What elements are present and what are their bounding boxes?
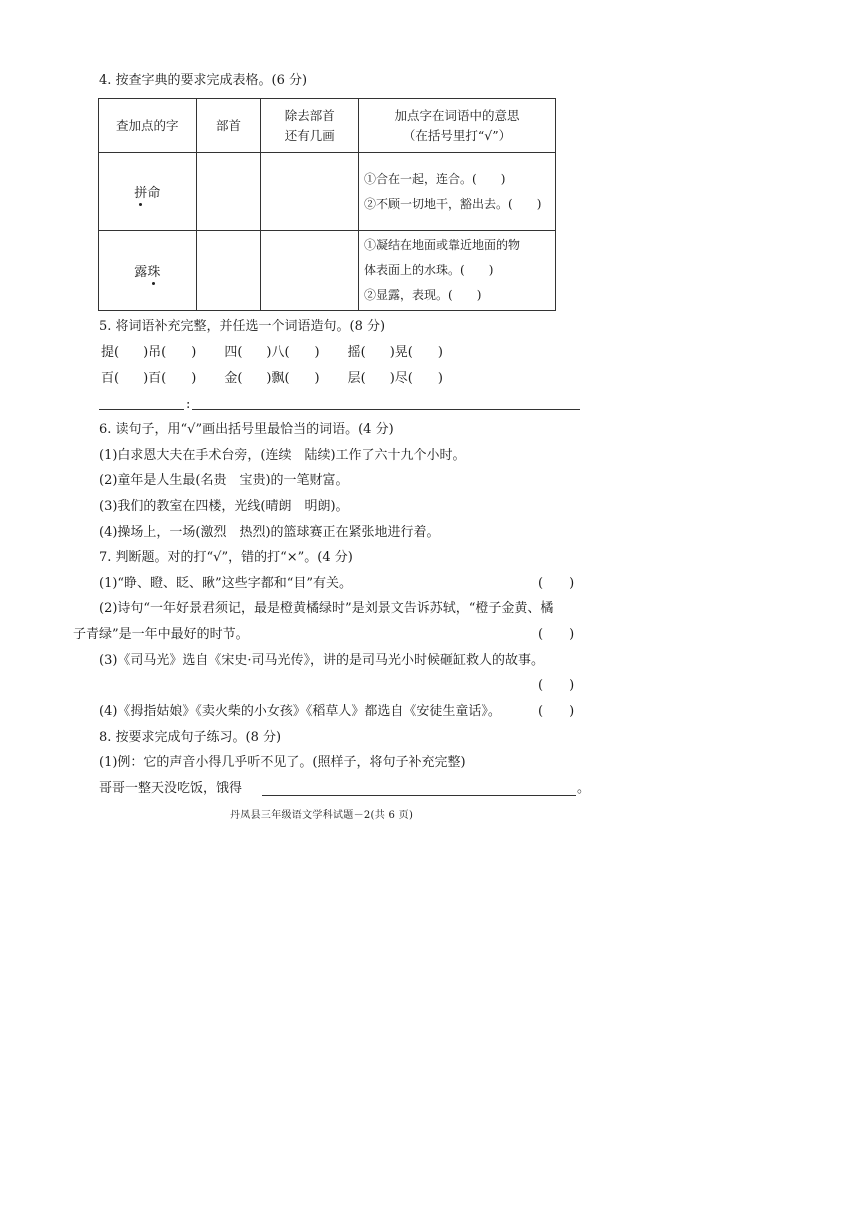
q8-answer-blank[interactable] xyxy=(262,795,576,796)
meaning-option[interactable]: ①合在一起，连合。( ) xyxy=(364,171,506,186)
header-strokes: 除去部首 还有几画 xyxy=(261,99,359,153)
radical-answer-cell[interactable] xyxy=(196,153,261,231)
dictionary-table xyxy=(98,98,556,311)
answer-paren[interactable]: ( ) xyxy=(538,627,575,642)
meaning-option[interactable]: ②显露，表现。( ) xyxy=(364,288,482,302)
q6-item-3[interactable]: (3)我们的教室在四楼，光线(晴朗 明朗)。 xyxy=(99,499,349,514)
meaning-option[interactable]: ②不顾一切地干，豁出去。( ) xyxy=(364,196,542,211)
answer-paren[interactable]: ( ) xyxy=(538,576,575,591)
idiom-choice-blank[interactable] xyxy=(99,409,184,410)
q8-title: 8. 按要求完成句子练习。(8 分) xyxy=(99,730,282,745)
meaning-cell xyxy=(359,153,556,231)
q4-title: 4. 按查字典的要求完成表格。(6 分) xyxy=(99,73,308,88)
radical-answer-cell[interactable] xyxy=(196,231,261,311)
q7-item-2-cont: 子青绿”是一年中最好的时节。 xyxy=(73,627,249,642)
q5-title: 5. 将词语补充完整，并任选一个词语造句。(8 分) xyxy=(99,319,386,334)
meaning-option-cont: 体表面上的水珠。( ) xyxy=(364,263,494,277)
answer-paren[interactable]: ( ) xyxy=(538,678,575,693)
header-radical: 部首 xyxy=(196,99,261,153)
q6-title: 6. 读句子，用“√”画出括号里最恰当的词语。(4 分) xyxy=(99,422,394,437)
q7-item-2: (2)诗句“一年好景君须记，最是橙黄橘绿时”是刘景文告诉苏轼，“橙子金黄、橘 xyxy=(99,601,554,616)
q8-fill-suffix: 。 xyxy=(577,781,591,796)
q7-item-3: (3)《司马光》选自《宋史·司马光传》，讲的是司马光小时候砸缸救人的故事。 xyxy=(99,653,545,668)
meaning-cell xyxy=(359,231,556,311)
header-meaning: 加点字在词语中的意思 （在括号里打“√”） xyxy=(359,99,556,153)
strokes-answer-cell[interactable] xyxy=(261,231,359,311)
q6-item-1[interactable]: (1)白求恩大夫在手术台旁，(连续 陆续)工作了六十九个小时。 xyxy=(99,448,466,463)
q7-title: 7. 判断题。对的打“√”，错的打“×”。(4 分) xyxy=(99,550,353,565)
table-row xyxy=(99,231,556,311)
table-row xyxy=(99,153,556,231)
word-cell: 拼命 xyxy=(99,153,197,231)
q6-item-4[interactable]: (4)操场上，一场(激烈 热烈)的篮球赛正在紧张地进行着。 xyxy=(99,525,440,540)
answer-paren[interactable]: ( ) xyxy=(538,704,575,719)
sentence-blank[interactable] xyxy=(192,409,580,410)
header-char: 查加点的字 xyxy=(99,99,197,153)
colon: : xyxy=(186,397,191,412)
q8-fill-prefix: 哥哥一整天没吃饭，饿得 xyxy=(99,781,243,796)
q8-item-1: (1)例：它的声音小得几乎听不见了。(照样子，将句子补充完整) xyxy=(99,755,466,770)
word-cell: 露珠 xyxy=(99,231,197,311)
page-footer: 丹凤县三年级语文学科试题－2(共 6 页) xyxy=(230,810,414,821)
dotted-char: 珠 xyxy=(147,261,160,280)
q7-item-1: (1)“睁、瞪、眨、瞅”这些字都和“目”有关。 xyxy=(99,576,352,591)
dotted-char: 拼 xyxy=(134,182,147,201)
idiom-row-1[interactable]: 提( )吊( ) 四( )八( ) 摇( )晃( ) xyxy=(101,345,443,360)
q7-item-4: (4)《拇指姑娘》《卖火柴的小女孩》《稻草人》都选自《安徒生童话》。 xyxy=(99,704,501,719)
idiom-row-2[interactable]: 百( )百( ) 金( )飘( ) 层( )尽( ) xyxy=(101,371,443,386)
strokes-answer-cell[interactable] xyxy=(261,153,359,231)
q6-item-2[interactable]: (2)童年是人生最(名贵 宝贵)的一笔财富。 xyxy=(99,473,349,488)
meaning-option[interactable]: ①凝结在地面或靠近地面的物 xyxy=(364,238,521,252)
